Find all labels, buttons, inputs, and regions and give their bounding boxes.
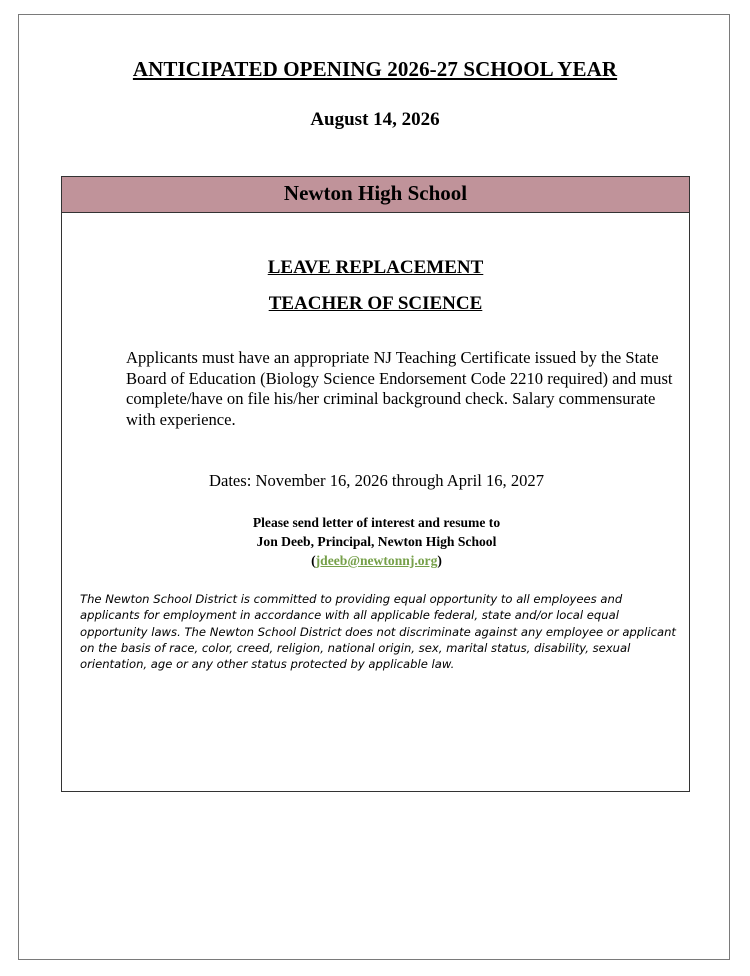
contact-info — [62, 513, 691, 570]
contact-email-line — [62, 551, 691, 570]
position-title-line-1: LEAVE REPLACEMENT — [267, 257, 484, 278]
position-title-line-2: TEACHER OF SCIENCE — [268, 293, 483, 314]
contact-person: Jon Deeb, Principal, Newton High School — [256, 534, 497, 549]
contact-email-link[interactable]: jdeeb@newtonnj.org — [315, 553, 438, 568]
employment-dates: Dates: November 16, 2026 through April 16, 2027 — [208, 471, 545, 490]
equal-opportunity-statement: The Newton School District is committed to providing equal opportunity to all employees and applicants for employment in accordance with all applicable federal, state and/or local equal opportunity laws. The Newton School District does not discriminate against any employee or applicant on the basis of race, color, creed, religion, national origin, sex, marital status, disability, sexual orientation, age or any other status protected by applicable law. — [80, 592, 676, 672]
requirements-paragraph: Applicants must have an appropriate NJ Teaching Certificate issued by the State Board of Education (Biology Science Endorsement Code 2210 required) and must complete/have on file his/her criminal background check. Salary commensurate with experience. — [126, 348, 673, 429]
school-name-header: Newton High School — [62, 177, 689, 213]
email-open-paren: ( — [311, 553, 316, 568]
contact-instructions: Please send letter of interest and resume to — [252, 515, 501, 530]
document-date: August 14, 2026 — [310, 109, 440, 130]
email-close-paren: ) — [437, 553, 442, 568]
document-title: ANTICIPATED OPENING 2026-27 SCHOOL YEAR — [132, 57, 618, 81]
job-posting-box — [61, 176, 690, 792]
